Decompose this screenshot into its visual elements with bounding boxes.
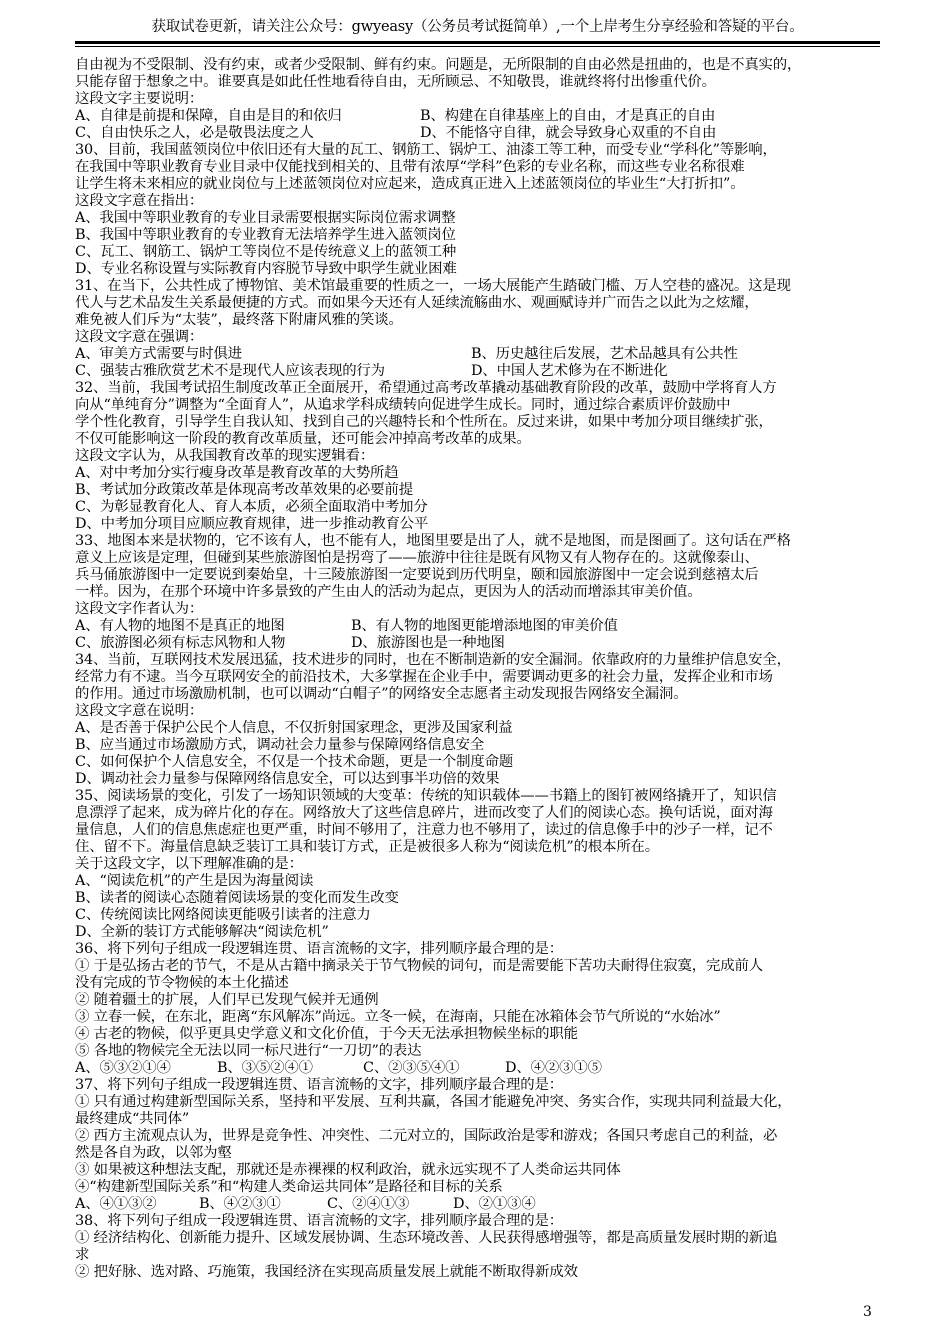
option-d: D、②①③④ [453,1196,536,1212]
option-c: C、瓦工、钢筋工、锅炉工等岗位不是传统意义上的蓝领工种 [75,244,457,260]
sentence-item: ⑤ 各地的物候完全无法以同一标尺进行“一刀切”的表达 [75,1043,422,1059]
option-a: A、有人物的地图不是真正的地图 [75,618,285,634]
option-row [75,363,880,380]
option-c: C、如何保护个人信息安全，不仅是一个技术命题，更是一个制度命题 [75,754,514,770]
option-d: D、④②③①⑤ [505,1060,602,1076]
text-line: 难免被人们斥为“太装”，最终落下附庸风雅的笑谈。 [75,312,403,328]
option-b: B、③⑤②④① [217,1060,313,1076]
text-line: 自由视为不受限制、没有约束，或者少受限制、鲜有约束。问题是，无所限制的自由必然是扭曲的，也是不真实的， [75,57,802,73]
option-row [75,635,880,652]
sentence-item: ③ 如果被这种想法支配，那就还是赤裸裸的权利政治，就永远实现不了人类命运共同体 [75,1162,621,1178]
sentence-item: ② 随着疆土的扩展，人们早已发现气候并无通例 [75,992,379,1008]
question-prompt: 这段文字作者认为： [75,601,204,617]
option-c: C、旅游图必须有标志风物和人物 [75,635,286,651]
text-line: 兵马俑旅游图中一定要说到秦始皇，十三陵旅游图一定要说到历代明皇，颐和园旅游图中一定会说到慈禧太后 [75,567,759,583]
option-d: D、全新的装订方式能够解决“阅读危机” [75,924,329,940]
option-row [75,618,880,635]
option-a: A、⑤③②①④ [75,1060,171,1076]
question-38: 38、将下列句子组成一段逻辑连贯、语言流畅的文字，排列顺序最合理的是： [75,1213,563,1229]
option-a: A、④①③② [75,1196,157,1212]
text-line: 住、留不下。海量信息缺乏装订工具和装订方式，正是被很多人称为“阅读危机”的根本所在。 [75,839,660,855]
document-body [75,57,880,1281]
question-36: 36、将下列句子组成一段逻辑连贯、语言流畅的文字，排列顺序最合理的是： [75,941,563,957]
option-a: A、审美方式需要与时俱进 [75,346,242,362]
sentence-item: ② 西方主流观点认为，世界是竞争性、冲突性、二元对立的，国际政治是零和游戏；各国只考虑自己的利益，必 [75,1128,778,1144]
option-row [75,346,880,363]
option-c: C、强装古雅欣赏艺术不是现代人应该表现的行为 [75,363,385,379]
option-a: A、对中考加分实行瘦身改革是教育改革的大势所趋 [75,465,399,481]
question-prompt: 这段文字意在说明： [75,703,204,719]
question-prompt: 这段文字认为，从我国教育改革的现实逻辑看： [75,448,375,464]
option-b: B、读者的阅读心态随着阅读场景的变化而发生改变 [75,890,399,906]
question-35: 35、阅读场景的变化，引发了一场知识领域的大变革：传统的知识载体——书籍上的图钉被网络撬开了，知识信 [75,788,777,804]
text-line: 不仅可能影响这一阶段的教育改革质量，还可能会冲掉高考改革的成果。 [75,431,531,447]
option-b: B、考试加分政策改革是体现高考改革效果的必要前提 [75,482,413,498]
option-b: B、④②③① [199,1196,281,1212]
page-number: 3 [863,1304,872,1320]
option-b: B、应当通过市场激励方式，调动社会力量参与保障网络信息安全 [75,737,485,753]
text-line: 向从“单纯育分”调整为“全面育人”，从追求学科成绩转向促进学生成长。同时，通过综合素质评价鼓励中 [75,397,731,413]
header-rule-thin [75,46,880,47]
option-c: C、为彰显教育化人、育人本质，必须全面取消中考加分 [75,499,428,515]
option-d: D、中考加分项目应顺应教育规律，进一步推动教育公平 [75,516,429,532]
question-prompt: 关于这段文字，以下理解准确的是： [75,856,303,872]
page-header: 获取试卷更新，请关注公众号：gwyeasy（公务员考试挺简单）,一个上岸考生分享经验和答疑的平台。 [151,19,804,35]
option-b: B、历史越往后发展，艺术品越具有公共性 [471,346,738,362]
text-line: 在我国中等职业教育专业目录中仅能找到相关的、且带有浓厚“学科”色彩的专业名称，而这些专业名称很难 [75,159,745,175]
text-line: 一样。因为，在那个环境中许多景致的产生由人的活动为起点，更因为人的活动而增添其审美价值。 [75,584,702,600]
option-c: C、传统阅读比网络阅读更能吸引读者的注意力 [75,907,371,923]
sentence-item: ③ 立春一候，在东北，距离“东风解冻”尚远。立冬一候，在海南，只能在冰箱体会节气所说的“水始冰” [75,1009,721,1025]
question-34: 34、当前，互联网技术发展迅猛，技术进步的同时，也在不断制造新的安全漏洞。依靠政府的力量维护信息安全， [75,652,791,668]
option-a: A、“阅读危机”的产生是因为海量阅读 [75,873,314,889]
option-c: C、自由快乐之人，必是敬畏法度之人 [75,125,314,141]
option-b: B、我国中等职业教育的专业教育无法培养学生进入蓝领岗位 [75,227,456,243]
text-line: 的作用。通过市场激励机制，也可以调动“白帽子”的网络安全志愿者主动发现报告网络安全漏洞。 [75,686,688,702]
text-line: 只能存留于想象之中。谁要真是如此任性地看待自由，无所顾忌、不知敬畏，谁就终将付出惨重代价。 [75,74,716,90]
option-d: D、专业名称设置与实际教育内容脱节导致中职学生就业困难 [75,261,457,277]
text-line: 息漂浮了起来，成为碎片化的存在。网络放大了这些信息碎片，进而改变了人们的阅读心态。换句话说，面对海 [75,805,773,821]
question-prompt: 这段文字意在指出： [75,193,204,209]
question-30: 30、目前，我国蓝领岗位中依旧还有大量的瓦工、钢筋工、锅炉工、油漆工等工种，而受专业“学科化”等影响， [75,142,777,158]
option-c: C、②③⑤④① [363,1060,460,1076]
text-line: 学个性化教育，引导学生自我认知、找到自己的兴趣特长和个性所在。反过来讲，如果中考加分项目继续扩张， [75,414,773,430]
option-d: D、不能恪守自律，就会导致身心双重的不自由 [420,125,717,141]
option-row [75,1196,880,1213]
sentence-item: ② 把好脉、选对路、巧施策，我国经济在实现高质量发展上就能不断取得新成效 [75,1264,578,1280]
option-b: B、有人物的地图更能增添地图的审美价值 [351,618,618,634]
question-32: 32、当前，我国考试招生制度改革正全面展开，希望通过高考改革撬动基础教育阶段的改革，鼓励中学将育人方 [75,380,777,396]
text-line: 经常力有不逮。当今互联网安全的前沿技术，大多掌握在企业手中，需要调动更多的社会力量，发挥企业和市场 [75,669,773,685]
text-line: 让学生将未来相应的就业岗位与上述蓝领岗位对应起来，造成真正进入上述蓝领岗位的毕业生“大打折扣”。 [75,176,745,192]
option-a: A、我国中等职业教育的专业目录需要根据实际岗位需求调整 [75,210,456,226]
option-d: D、调动社会力量参与保障网络信息安全，可以达到事半功倍的效果 [75,771,500,787]
question-37: 37、将下列句子组成一段逻辑连贯、语言流畅的文字，排列顺序最合理的是： [75,1077,563,1093]
option-c: C、②④①③ [327,1196,410,1212]
sentence-item: ① 经济结构化、创新能力提升、区域发展协调、生态环境改善、人民获得感增强等，都是高质量发展时期的新追 [75,1230,778,1246]
option-b: B、构建在自律基座上的自由，才是真正的自由 [420,108,716,124]
text-line: 没有完成的节令物候的本土化描述 [75,975,289,991]
option-a: A、自律是前提和保障，自由是目的和依归 [75,108,342,124]
sentence-item: ④“构建新型国际关系”和“构建人类命运共同体”是路径和目标的关系 [75,1179,503,1195]
sentence-item: ④ 古老的物候，似乎更具史学意义和文化价值，于今天无法承担物候坐标的职能 [75,1026,578,1042]
header-rule-thick [75,41,880,44]
question-33: 33、地图本来是状物的，它不该有人，也不能有人，地图里要是出了人，就不是地图，而是图画了。这句话在严格 [75,533,791,549]
text-line: 量信息，人们的信息焦虑症也更严重，时间不够用了，注意力也不够用了，读过的信息像手中的沙子一样，记不 [75,822,773,838]
question-prompt: 这段文字意在强调： [75,329,204,345]
text-line: 代人与艺术品发生关系最便捷的方式。而如果今天还有人延续流觞曲水、观画赋诗并广而告之以此为之炫耀， [75,295,759,311]
sentence-item: ① 只有通过构建新型国际关系，坚持和平发展、互利共赢，各国才能避免冲突、务实合作，实现共同利益最大化， [75,1094,792,1110]
option-d: D、旅游图也是一种地图 [351,635,505,651]
option-d: D、中国人艺术修为在不断进化 [471,363,668,379]
text-line: 意义上应该是定理，但碰到某些旅游图怕是拐弯了——旅游中往往是既有风物又有人物存在的。这就像泰山、 [75,550,759,566]
option-a: A、是否善于保护公民个人信息，不仅折射国家理念，更涉及国家利益 [75,720,513,736]
sentence-item: ① 于是弘扬古老的节气，不是从古籍中摘录关于节气物候的词句，而是需要能下苦功夫耐得住寂寞，完成前人 [75,958,763,974]
text-line: 然是各自为政，以邻为壑 [75,1145,232,1161]
question-31: 31、在当下，公共性成了博物馆、美术馆最重要的性质之一，一场大展能产生踏破门槛、万人空巷的盛况。这是现 [75,278,791,294]
question-prompt: 这段文字主要说明： [75,91,204,107]
option-row [75,108,880,125]
option-row [75,1060,880,1077]
option-row [75,125,880,142]
text-line: 最终建成“共同体” [75,1111,190,1127]
text-line: 求 [75,1247,90,1263]
